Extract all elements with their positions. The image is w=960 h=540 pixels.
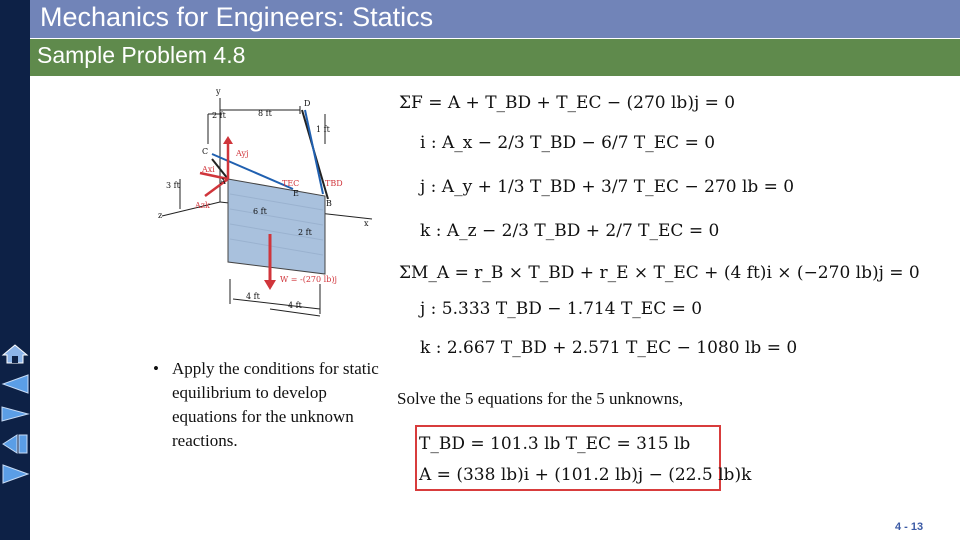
last-slide-icon xyxy=(1,463,29,485)
moment-j-equation: j : 5.333 T_BD − 1.714 T_EC = 0 xyxy=(420,299,703,319)
k-component-equation: k : A_z − 2/3 T_BD + 2/7 T_EC = 0 xyxy=(420,221,720,241)
force-sum-equation: ΣF = A + T_BD + T_EC − (270 lb)j = 0 xyxy=(399,93,736,113)
slide-subtitle: Sample Problem 4.8 xyxy=(37,42,246,68)
previous-button[interactable] xyxy=(0,431,30,457)
svg-text:TBD: TBD xyxy=(325,179,343,188)
home-icon xyxy=(2,343,28,365)
svg-text:C: C xyxy=(202,147,209,156)
equations-panel xyxy=(385,85,920,365)
svg-text:TEC: TEC xyxy=(282,179,300,188)
svg-text:x: x xyxy=(364,219,369,228)
svg-text:W = -(270 lb)j: W = -(270 lb)j xyxy=(280,275,337,284)
svg-text:B: B xyxy=(326,199,332,208)
moment-sum-equation: ΣM_A = r_B × T_BD + r_E × T_EC + (4 ft)i × (−270 lb)j = 0 xyxy=(399,263,920,283)
i-component-equation: i : A_x − 2/3 T_BD − 6/7 T_EC = 0 xyxy=(420,133,716,153)
first-slide-icon xyxy=(1,373,29,395)
solve-instruction: Solve the 5 equations for the 5 unknowns, xyxy=(397,389,684,408)
svg-text:8 ft: 8 ft xyxy=(258,109,272,118)
svg-text:4 ft: 4 ft xyxy=(288,301,302,310)
svg-text:y: y xyxy=(216,87,221,96)
results-box xyxy=(415,425,752,491)
bullet-dot: • xyxy=(153,359,159,378)
tension-results: T_BD = 101.3 lb T_EC = 315 lb xyxy=(419,434,691,454)
svg-text:E: E xyxy=(293,189,299,198)
left-sidebar xyxy=(0,0,30,540)
svg-text:Azk: Azk xyxy=(195,201,210,210)
problem-figure xyxy=(150,84,390,324)
home-button[interactable] xyxy=(0,341,30,367)
svg-text:z: z xyxy=(158,211,163,220)
page-number: 4 - 13 xyxy=(895,521,924,533)
bullet-text: Apply the conditions for static equilibrium to develop equations for the unknown reactions. xyxy=(172,359,379,450)
svg-text:2 ft: 2 ft xyxy=(298,228,312,237)
last-slide-button[interactable] xyxy=(0,461,30,487)
svg-text:4 ft: 4 ft xyxy=(246,292,260,301)
svg-text:Axi: Axi xyxy=(202,165,215,174)
first-slide-button[interactable] xyxy=(0,371,30,397)
svg-text:1 ft: 1 ft xyxy=(316,125,330,134)
reaction-result: A = (338 lb)i + (101.2 lb)j − (22.5 lb)k xyxy=(419,465,752,485)
svg-text:6 ft: 6 ft xyxy=(253,207,267,216)
j-component-equation: j : A_y + 1/3 T_BD + 3/7 T_EC − 270 lb = 0 xyxy=(420,177,795,197)
svg-text:A: A xyxy=(220,177,226,186)
svg-text:D: D xyxy=(304,99,311,108)
svg-text:2 ft: 2 ft xyxy=(212,111,226,120)
svg-text:Ayj: Ayj xyxy=(236,149,249,158)
previous-icon xyxy=(1,433,29,455)
svg-text:3 ft: 3 ft xyxy=(166,181,180,190)
moment-k-equation: k : 2.667 T_BD + 2.571 T_EC − 1080 lb = 0 xyxy=(420,338,798,358)
slide-title: Mechanics for Engineers: Statics xyxy=(40,2,434,32)
next-icon xyxy=(1,403,29,425)
next-button[interactable] xyxy=(0,401,30,427)
